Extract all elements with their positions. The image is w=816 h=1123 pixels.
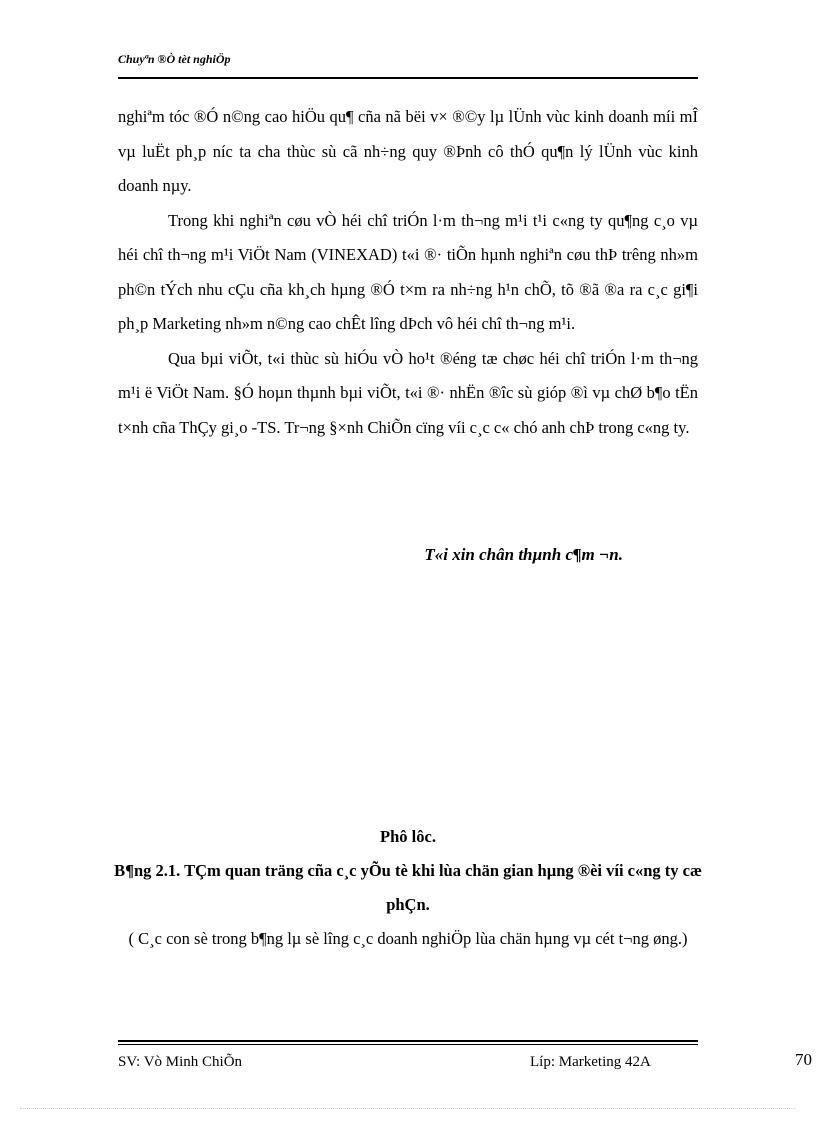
page-header-title: Chuyªn ®Ò tèt nghiÖp bbox=[118, 52, 231, 66]
header-rule bbox=[118, 77, 698, 79]
footer-class: Líp: Marketing 42A bbox=[530, 1054, 651, 1070]
page-number: 70 bbox=[795, 1050, 812, 1069]
footer-rule bbox=[118, 1040, 698, 1042]
paragraph-2: Trong khi nghiªn cøu vÒ héi chî triÓn l·m th¬ng m¹i t¹i c«ng ty qu¶ng c¸o vµ héi chî th¬ng m¹i ViÖt Nam (VINEXAD) t«i ®· tiÕn hµnh nghiªn cøu thÞ trêng nh»m ph©n tÝch nhu cÇu cña kh¸ch hµng ®Ó t×m ra nh÷ng h¹n chÕ, tõ ®ã ®a ra c¸c gi¶i ph¸p Marketing nh»m n©ng cao chÊt lîng dÞch vô héi chî th¬ng m¹i. bbox=[118, 210, 698, 333]
paragraph-3: Qua bµi viÕt, t«i thùc sù hiÓu vÒ ho¹t ®éng tæ chøc héi chî triÓn l·m th¬ng m¹i ë ViÖt Nam. §Ó hoµn thµnh bµi viÕt, t«i ®· nhËn ®îc sù gióp ®ì vµ chØ b¶o tËn t×nh cña ThÇy gi¸o -TS. Tr¬ng §×nh ChiÕn cïng víi c¸c c« chó anh chÞ trong c«ng ty. bbox=[118, 348, 698, 437]
body-text bbox=[118, 100, 698, 445]
paragraph-1: nghiªm tóc ®Ó n©ng cao hiÖu qu¶ cña nã bëi v× ®©y lµ lÜnh vùc kinh doanh míi mÎ vµ luËt ph¸p níc ta cha thùc sù cã nh÷ng quy ®Þnh cô thÓ qu¶n lý lÜnh vùc kinh doanh nµy. bbox=[118, 107, 698, 195]
thanks-line: T«i xin chân thµnh c¶m ¬n. bbox=[424, 545, 623, 564]
footer-student: SV: Vò Minh ChiÕn bbox=[118, 1054, 243, 1070]
table-note: ( C¸c con sè trong b¶ng lµ sè lîng c¸c doanh nghiÖp lùa chän hµng vµ cét t¬ng øng.) bbox=[128, 929, 688, 948]
appendix-section bbox=[100, 820, 716, 955]
footer-rule-thin bbox=[118, 1044, 698, 1045]
page-edge-divider bbox=[20, 1108, 796, 1109]
table-caption: B¶ng 2.1. TÇm quan träng cña c¸c yÕu tè khi lùa chän gian hµng ®èi víi c«ng ty cæ phÇn. bbox=[114, 861, 702, 914]
appendix-label: Phô lôc. bbox=[380, 827, 436, 846]
